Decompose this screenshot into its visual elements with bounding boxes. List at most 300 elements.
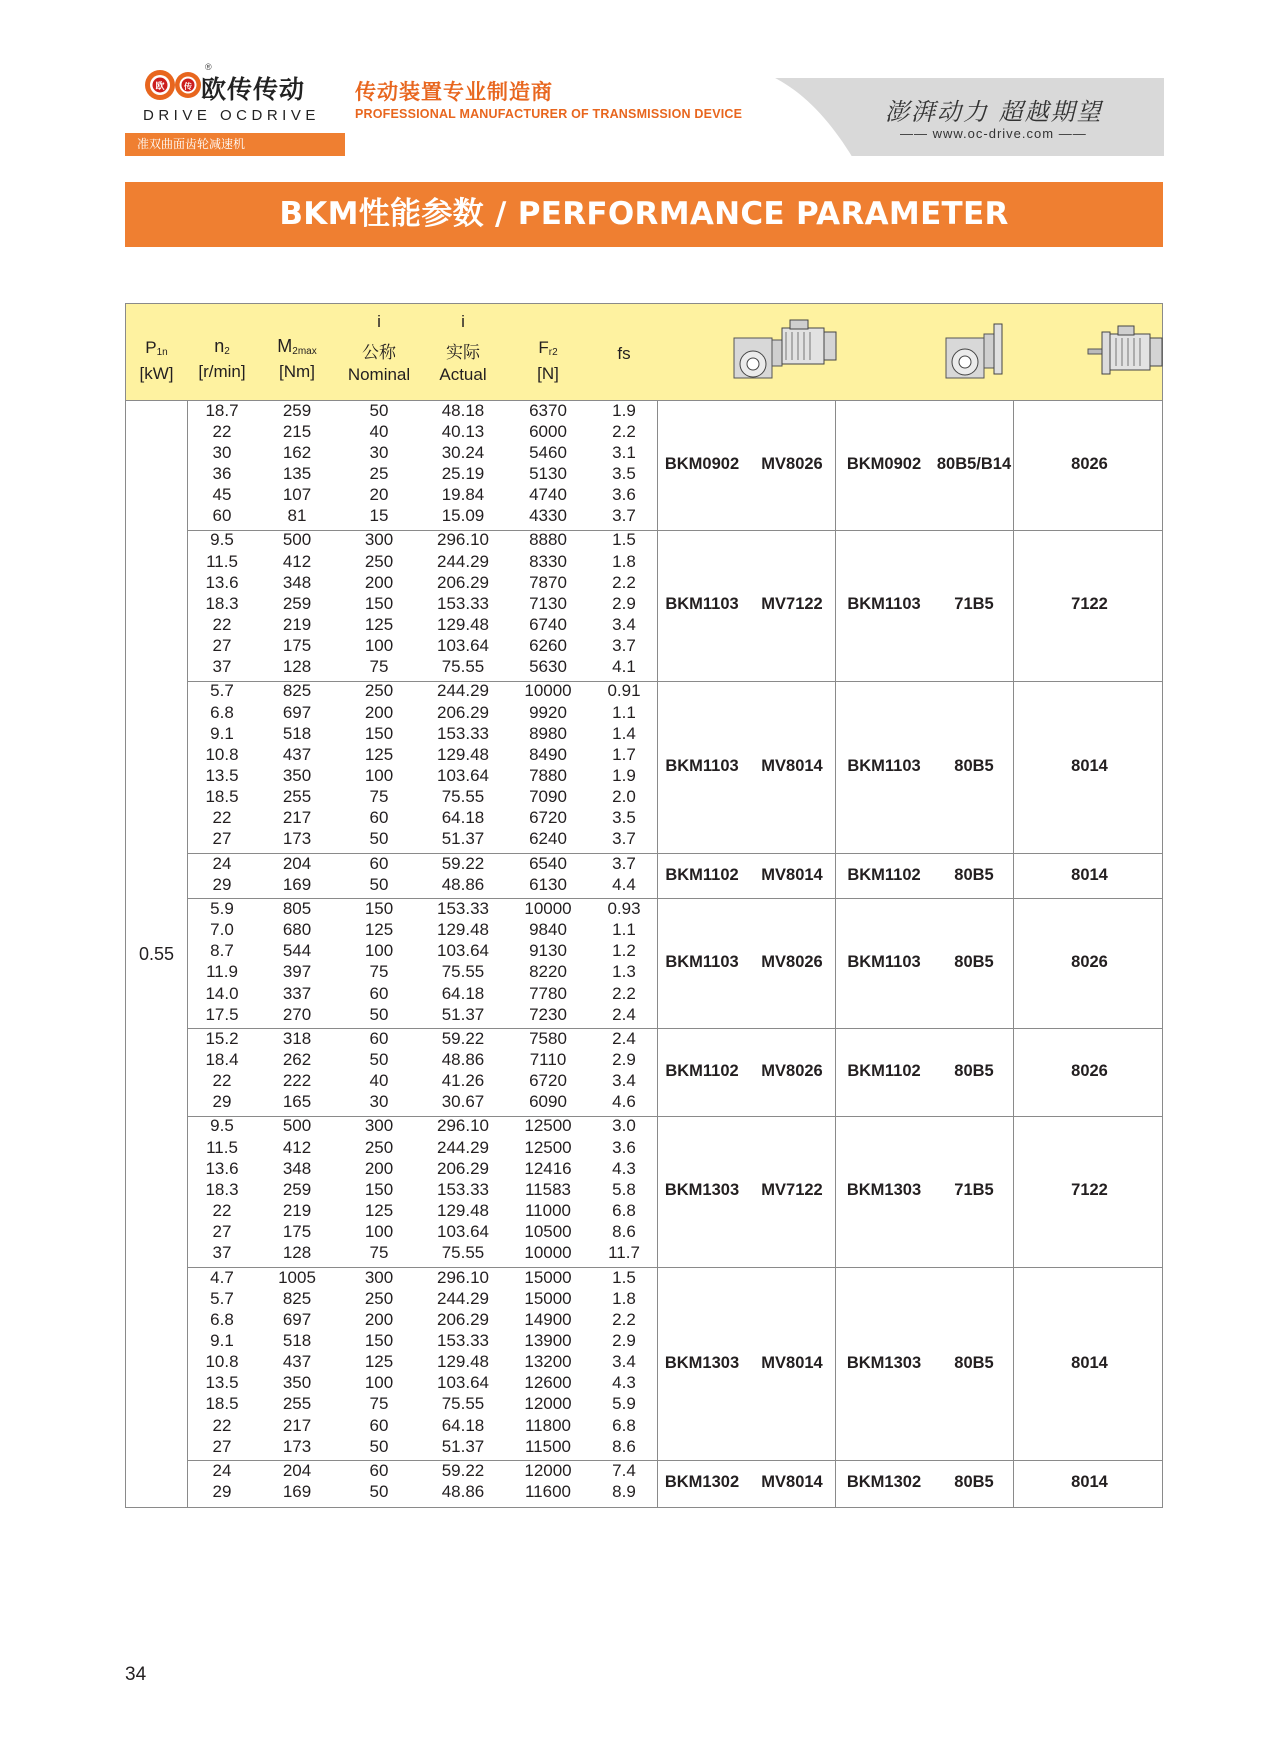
table-cell: 100 [364,1373,394,1393]
table-cell: 18.4 [205,1049,239,1069]
table-row [187,1310,657,1334]
table-cell: 40.13 [441,421,485,441]
table-cell: 173 [282,1436,312,1456]
table-row [187,1482,657,1506]
table-cell: 129.48 [437,1201,489,1221]
table-cell: 6130 [529,874,567,894]
table-cell: 544 [282,941,312,961]
table-cell: 3.6 [612,485,636,505]
table-cell: 215 [282,421,312,441]
table-cell: 12000 [524,1394,572,1414]
table-cell: 27 [212,636,232,656]
column-divider [835,1461,836,1506]
table-cell: 255 [282,787,312,807]
table-cell: 4.6 [612,1092,636,1112]
model-cell: 8026 [1071,953,1108,972]
spec-group [187,854,1162,899]
table-cell: 15.09 [441,506,485,526]
table-cell: 12000 [524,1460,572,1480]
model-cell: BKM1103 [665,953,739,972]
table-cell: 40 [369,1071,389,1091]
table-cell: 6240 [529,829,567,849]
table-cell: 13.5 [205,1373,239,1393]
table-cell: 64.18 [441,983,485,1003]
table-cell: 22 [212,1071,232,1091]
table-cell: 2.9 [612,1330,636,1350]
table-cell: 244.29 [437,551,489,571]
table-cell: 3.7 [612,506,636,526]
table-cell: 8.7 [210,941,234,961]
performance-table [125,303,1163,1508]
table-cell: 244.29 [437,1288,489,1308]
model-cell: BKM1103 [847,595,921,614]
table-cell: 13900 [524,1330,572,1350]
table-cell: 518 [282,723,312,743]
table-cell: 75.55 [441,962,485,982]
table-cell: 219 [282,614,312,634]
table-cell: 250 [364,1288,394,1308]
table-cell: 10000 [524,681,572,701]
table-row [187,1268,657,1292]
table-cell: 51.37 [441,829,485,849]
table-cell: 8.9 [612,1481,636,1501]
model-cell: BKM1103 [847,757,921,776]
spec-group [187,401,1162,531]
table-cell: 250 [364,1137,394,1157]
table-cell: 244.29 [437,681,489,701]
column-divider [1013,1117,1014,1268]
table-cell: 259 [282,1179,312,1199]
table-cell: 29 [212,1481,232,1501]
spec-group [187,1117,1162,1268]
table-cell: 24 [212,853,232,873]
table-row [187,787,657,811]
table-cell: 15000 [524,1288,572,1308]
header-radial-load: $F_{r2}$ [N] [537,338,559,383]
table-cell: 318 [282,1028,312,1048]
table-cell: 5.9 [612,1394,636,1414]
table-cell: 2.4 [612,1028,636,1048]
table-cell: 204 [282,853,312,873]
table-cell: 244.29 [437,1137,489,1157]
model-cell: BKM1303 [664,1353,740,1372]
table-cell: 805 [282,898,312,918]
table-cell: 0.93 [607,898,641,918]
table-cell: 2.2 [612,421,636,441]
model-cell: BKM1102 [847,1062,921,1081]
table-cell: 10.8 [205,744,239,764]
table-row [187,1050,657,1074]
table-cell: 11583 [524,1179,571,1199]
spec-group [187,531,1162,682]
table-cell: 300 [364,530,394,550]
table-cell: 8.6 [612,1222,636,1242]
table-cell: 217 [282,1415,312,1435]
table-cell: 15.2 [205,1028,239,1048]
table-cell: 2.4 [612,1004,636,1024]
model-cell: 80B5 [954,1062,994,1081]
model-cell: 80B5 [954,865,994,884]
model-cell: MV7122 [761,1181,823,1200]
table-cell: 27 [212,829,232,849]
table-cell: 125 [364,614,394,634]
spec-group [187,1268,1162,1461]
table-cell: 150 [364,1179,394,1199]
column-divider [657,854,658,899]
table-cell: 50 [369,874,389,894]
model-cell: MV8014 [761,865,823,884]
table-cell: 59.22 [441,1460,485,1480]
table-body [126,401,1162,1507]
table-cell: 14.0 [205,983,239,1003]
table-row [187,854,657,878]
power-column [126,401,188,1507]
table-cell: 4.4 [612,874,636,894]
table-cell: 7880 [529,766,567,786]
table-cell: 412 [282,551,312,571]
table-cell: 300 [364,1267,394,1287]
table-cell: 11800 [524,1415,571,1435]
table-cell: 12500 [524,1137,572,1157]
table-cell: 129.48 [437,920,489,940]
table-row [187,1138,657,1162]
table-header [126,304,1162,401]
header-ratio-actual: i 实际 Actual [439,312,487,384]
table-cell: 103.64 [437,636,489,656]
model-cell: BKM0902 [664,454,740,473]
table-cell: 3.4 [612,614,636,634]
table-cell: 6.8 [210,702,234,722]
table-cell: 9130 [529,941,567,961]
column-divider [657,1268,658,1461]
table-cell: 10000 [524,1243,572,1263]
spec-group [187,899,1162,1029]
table-cell: 153.33 [437,898,489,918]
table-cell: 25 [369,463,389,483]
model-cell: BKM1102 [665,865,739,884]
gearmotor-with-motor-icon [716,312,846,392]
table-cell: 153.33 [437,723,489,743]
column-divider [657,401,658,531]
table-cell: 200 [364,702,394,722]
table-cell: 75.55 [441,657,485,677]
table-cell: 103.64 [437,1222,489,1242]
table-cell: 29 [212,874,232,894]
table-cell: 4.3 [612,1373,636,1393]
table-cell: 153.33 [437,1179,489,1199]
table-cell: 1005 [278,1267,316,1287]
table-cell: 270 [282,1004,312,1024]
model-cell: 8014 [1071,865,1108,884]
table-cell: 29 [212,1092,232,1112]
table-cell: 60 [369,983,389,1003]
table-cell: 0.91 [607,681,641,701]
table-cell: 250 [364,551,394,571]
table-row [187,1180,657,1204]
table-row [187,1416,657,1440]
table-cell: 15000 [524,1267,572,1287]
table-row [187,1029,657,1053]
model-cell: BKM1102 [847,865,921,884]
table-cell: 6090 [529,1092,567,1112]
table-cell: 9840 [529,920,567,940]
table-row [187,1201,657,1225]
table-cell: 129.48 [437,744,489,764]
table-cell: 255 [282,1394,312,1414]
table-cell: 150 [364,898,394,918]
gearbox-with-flange-icon [936,312,1016,392]
table-cell: 30 [369,442,389,462]
table-cell: 7870 [529,572,567,592]
table-cell: 5.7 [210,681,234,701]
table-cell: 6720 [529,808,567,828]
table-cell: 3.4 [612,1071,636,1091]
table-cell: 11000 [524,1201,571,1221]
table-cell: 1.8 [612,551,636,571]
table-row [187,724,657,748]
column-divider [835,1268,836,1461]
table-cell: 825 [282,681,312,701]
slogan-chinese: 传动装置专业制造商 [355,80,553,104]
table-cell: 4.1 [612,657,636,677]
table-cell: 11600 [524,1481,571,1501]
model-cell: BKM1302 [664,1472,740,1491]
table-cell: 100 [364,1222,394,1242]
logo-chinese-name: 欧传传动 [201,75,306,104]
table-cell: 13.6 [205,572,239,592]
table-cell: 697 [282,702,312,722]
table-cell: 125 [364,1352,394,1372]
table-cell: 204 [282,1460,312,1480]
table-cell: 3.7 [612,636,636,656]
table-cell: 2.9 [612,593,636,613]
column-divider [835,401,836,531]
table-cell: 3.5 [612,808,636,828]
column-divider [1013,854,1014,899]
power-value: 0.55 [138,943,175,964]
table-cell: 3.1 [612,442,636,462]
table-cell: 103.64 [437,766,489,786]
table-cell: 206.29 [437,1158,489,1178]
table-row [187,1331,657,1355]
website-url: —— www.oc-drive.com —— [900,126,1087,141]
table-cell: 22 [212,1201,232,1221]
spec-group [187,682,1162,854]
table-cell: 60 [369,1460,389,1480]
column-divider [657,531,658,682]
table-row [187,962,657,986]
svg-text:欧: 欧 [155,82,165,92]
model-cell: BKM1102 [665,1062,739,1081]
table-cell: 135 [282,463,312,483]
model-cell: BKM1302 [846,1472,922,1491]
table-cell: 128 [282,1243,312,1263]
table-row [187,829,657,853]
table-cell: 2.0 [612,787,636,807]
table-cell: 6540 [529,853,567,873]
table-row [187,1437,657,1461]
page-title: BKM性能参数 / PERFORMANCE PARAMETER [125,182,1163,247]
table-cell: 200 [364,1158,394,1178]
column-divider [1013,899,1014,1029]
table-cell: 173 [282,829,312,849]
table-cell: 8880 [529,530,567,550]
table-cell: 1.1 [612,702,636,722]
table-cell: 13200 [524,1352,572,1372]
model-cell: 80B5 [954,953,994,972]
table-cell: 103.64 [437,1373,489,1393]
model-cell: BKM1303 [664,1181,740,1200]
table-row [187,875,657,899]
table-cell: 59.22 [441,853,485,873]
table-cell: 5.7 [210,1288,234,1308]
model-cell: BKM1303 [846,1181,922,1200]
table-cell: 100 [364,766,394,786]
table-cell: 10500 [524,1222,572,1242]
table-row [187,573,657,597]
table-cell: 45 [212,485,232,505]
table-cell: 12416 [524,1158,572,1178]
table-cell: 296.10 [437,530,489,550]
table-cell: 697 [282,1309,312,1329]
table-cell: 2.2 [612,983,636,1003]
table-cell: 11.7 [608,1243,640,1263]
table-cell: 175 [282,1222,312,1242]
table-row [187,636,657,660]
table-cell: 18.3 [205,1179,239,1199]
table-row [187,808,657,832]
table-row [187,1092,657,1116]
table-cell: 60 [369,1028,389,1048]
model-cell: 7122 [1071,1181,1108,1200]
table-cell: 129.48 [437,614,489,634]
table-cell: 10000 [524,898,572,918]
table-cell: 8980 [529,723,567,743]
table-cell: 50 [369,1049,389,1069]
model-cell: 80B5 [954,1472,994,1491]
column-divider [835,531,836,682]
table-cell: 300 [364,1116,394,1136]
model-cell: MV8026 [761,454,823,473]
table-cell: 6.8 [210,1309,234,1329]
table-cell: 1.5 [612,1267,636,1287]
table-cell: 37 [212,657,232,677]
table-cell: 165 [282,1092,312,1112]
table-cell: 48.18 [441,400,485,420]
table-cell: 75 [369,1394,389,1414]
table-cell: 169 [282,1481,312,1501]
table-cell: 103.64 [437,941,489,961]
table-cell: 8220 [529,962,567,982]
model-cell: 8026 [1071,1062,1108,1081]
table-cell: 25.19 [441,463,485,483]
column-divider [657,1117,658,1268]
column-divider [1013,1268,1014,1461]
table-cell: 9.1 [210,723,234,743]
model-cell: MV8026 [761,1062,823,1081]
table-cell: 75 [369,1243,389,1263]
column-divider [1013,531,1014,682]
table-cell: 3.7 [612,853,636,873]
table-row [187,1289,657,1313]
column-divider [835,854,836,899]
header-ratio-nominal: i 公称 Nominal [347,312,411,384]
model-cell: MV8014 [761,1353,823,1372]
table-cell: 3.6 [612,1137,636,1157]
model-cell: BKM1303 [846,1353,922,1372]
column-divider [1013,682,1014,854]
table-cell: 7110 [529,1049,567,1069]
table-cell: 5460 [529,442,567,462]
table-cell: 5.8 [612,1179,636,1199]
spec-group [187,1029,1162,1117]
table-cell: 30.24 [441,442,485,462]
table-cell: 4740 [529,485,567,505]
table-cell: 9920 [529,702,567,722]
table-cell: 1.2 [612,941,636,961]
table-cell: 60 [212,506,232,526]
table-cell: 64.18 [441,1415,485,1435]
table-cell: 75 [369,787,389,807]
iec-motor-icon [1086,312,1171,392]
table-cell: 60 [369,1415,389,1435]
table-cell: 9.1 [210,1330,234,1350]
column-divider [835,1117,836,1268]
table-cell: 6000 [529,421,567,441]
model-cell: 8026 [1071,454,1108,473]
table-cell: 100 [364,941,394,961]
table-cell: 6370 [529,400,567,420]
table-cell: 259 [282,400,312,420]
table-cell: 51.37 [441,1004,485,1024]
table-cell: 48.86 [441,1481,485,1501]
table-cell: 18.3 [205,593,239,613]
table-row [187,530,657,554]
table-cell: 518 [282,1330,312,1350]
table-cell: 40 [369,421,389,441]
table-row [187,1461,657,1485]
table-cell: 5130 [529,463,567,483]
table-cell: 153.33 [437,1330,489,1350]
table-row [187,1243,657,1267]
table-cell: 7.4 [612,1460,636,1480]
table-cell: 15 [369,506,389,526]
table-cell: 9.5 [210,1116,234,1136]
table-cell: 6720 [529,1071,567,1091]
table-row [187,1222,657,1246]
table-cell: 1.5 [612,530,636,550]
table-row [187,941,657,965]
table-cell: 150 [364,593,394,613]
table-cell: 8330 [529,551,567,571]
model-cell: BKM1103 [665,757,739,776]
model-cell: 80B5 [954,757,994,776]
table-cell: 75 [369,962,389,982]
table-cell: 412 [282,1137,312,1157]
table-cell: 30 [212,442,232,462]
table-cell: 397 [282,962,312,982]
table-cell: 129.48 [437,1352,489,1372]
table-cell: 175 [282,636,312,656]
table-cell: 5630 [529,657,567,677]
column-divider [657,1029,658,1117]
table-cell: 125 [364,1201,394,1221]
table-cell: 348 [282,1158,312,1178]
table-cell: 11.5 [206,1137,238,1157]
table-cell: 4330 [529,506,567,526]
table-cell: 11500 [524,1436,571,1456]
table-cell: 60 [369,853,389,873]
